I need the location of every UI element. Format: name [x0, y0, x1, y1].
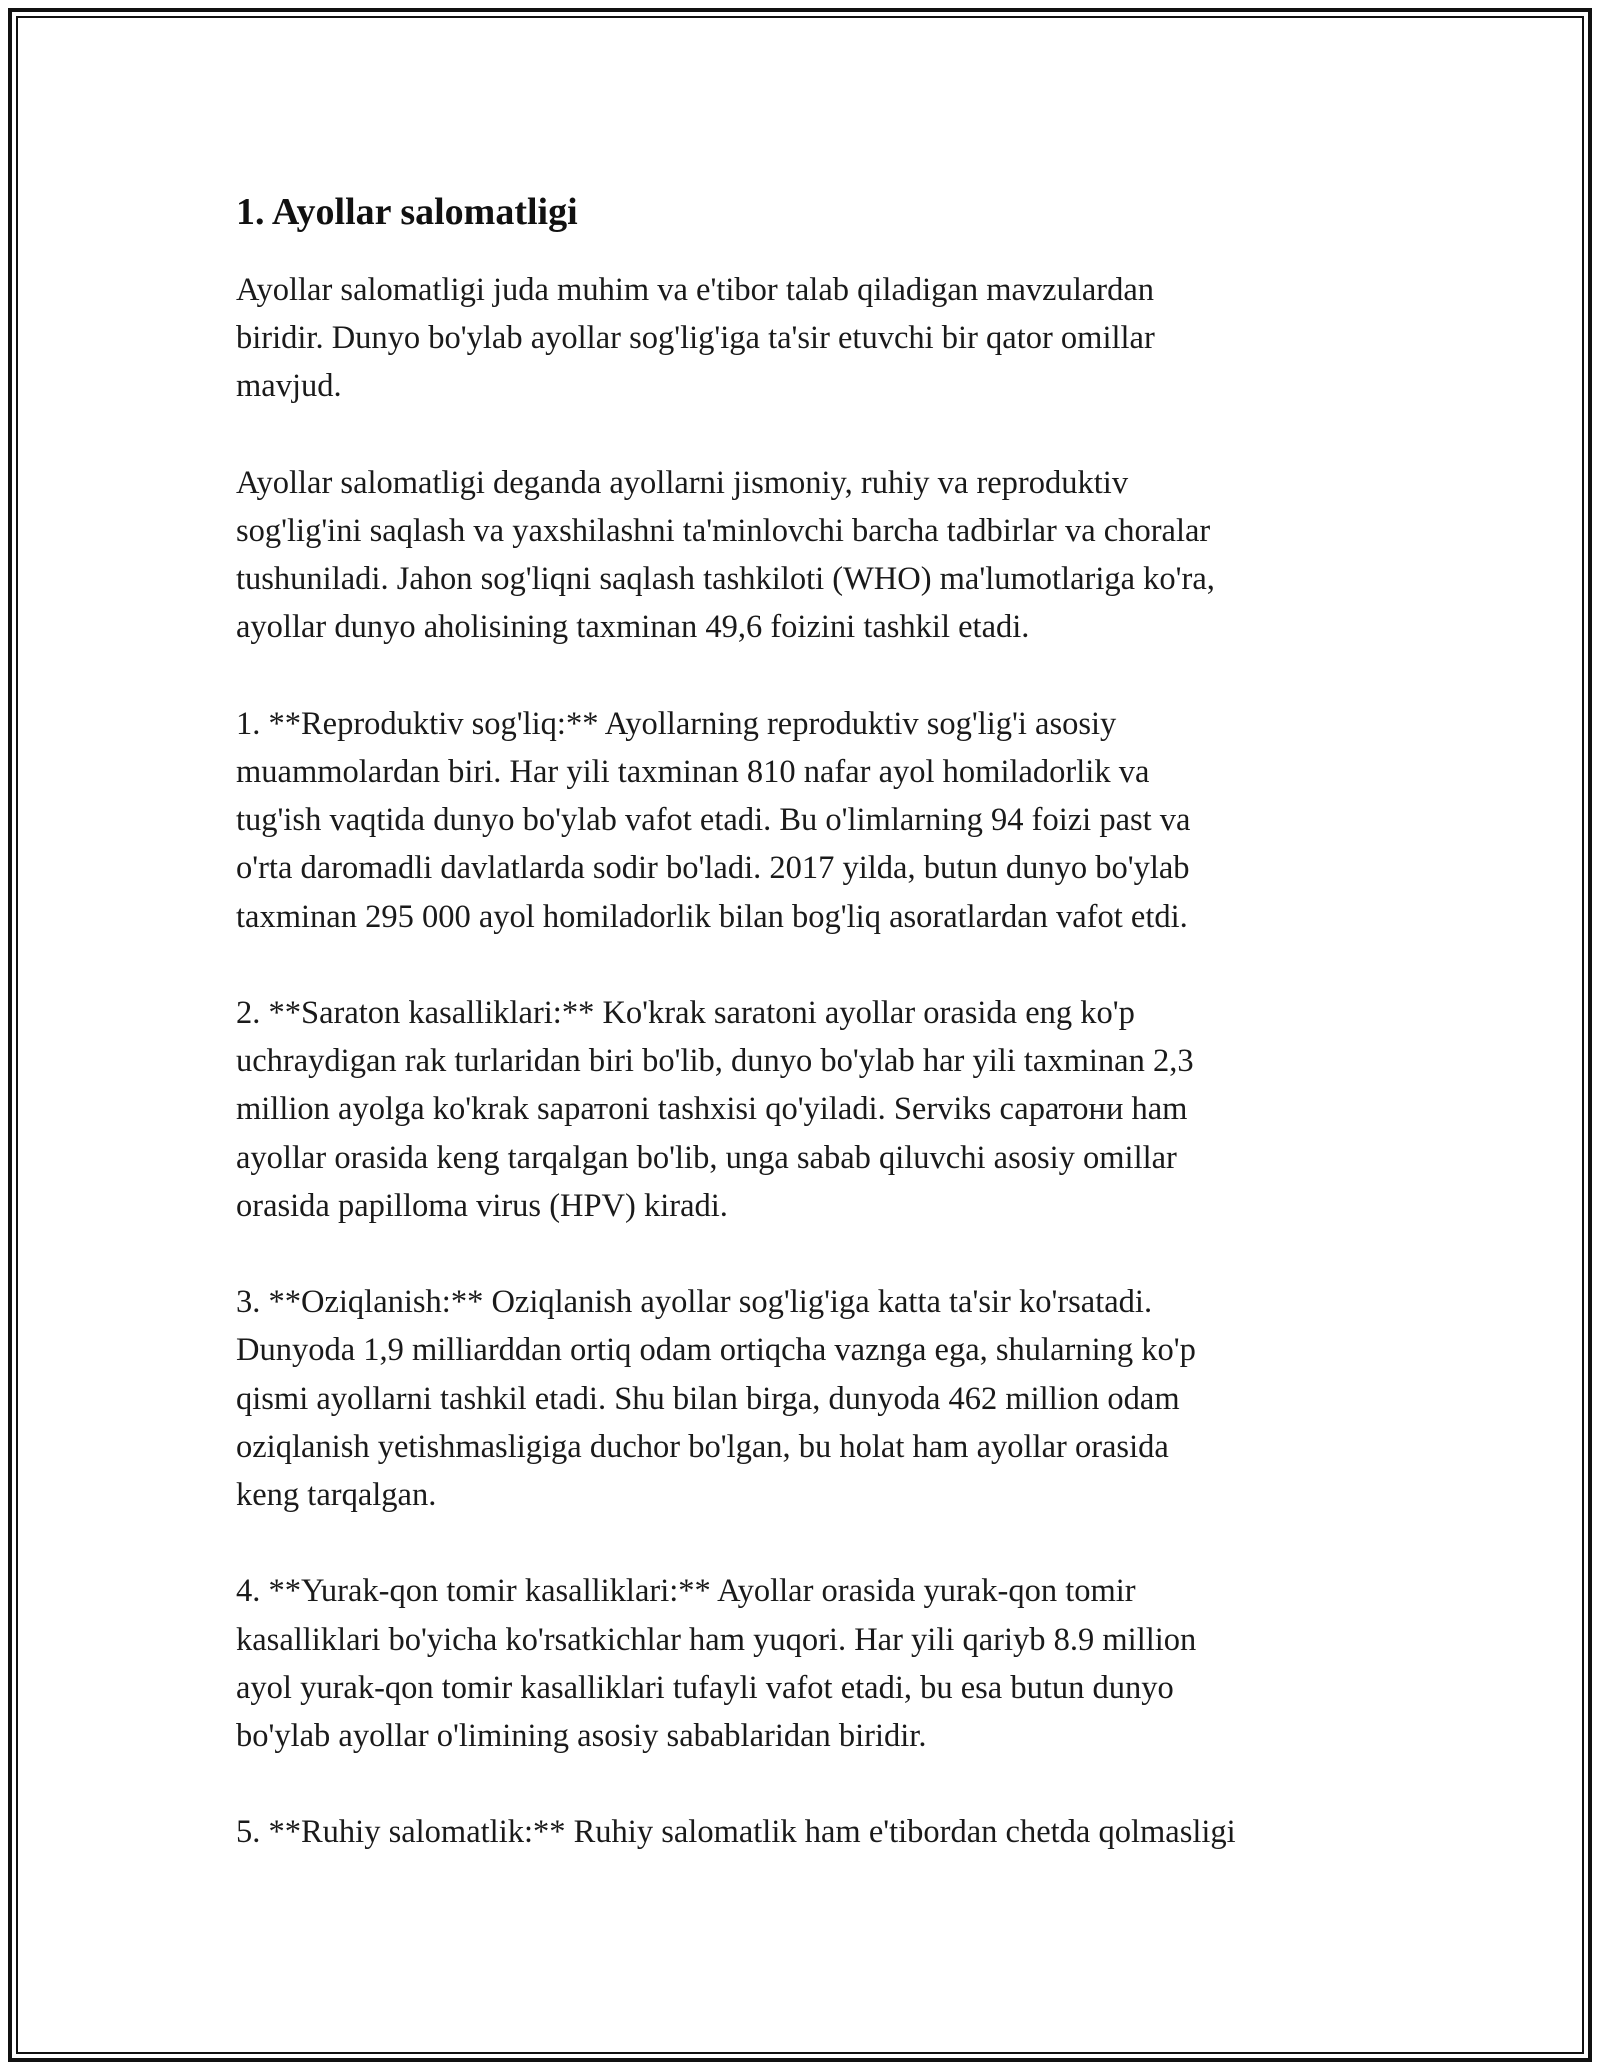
text-line: mavjud.	[236, 368, 342, 405]
paragraph-nutrition	[236, 1278, 1376, 1519]
document-title: 1. Ayollar salomatligi	[236, 191, 578, 233]
text-line: Dunyoda 1,9 milliarddan ortiq odam ortiqcha vaznga ega, shularning ko'p	[236, 1332, 1196, 1369]
text-line: 1. **Reproduktiv sog'liq:** Ayollarning reproduktiv sog'lig'i asosiy	[236, 705, 1117, 742]
text-line: taxminan 295 000 ayol homiladorlik bilan bog'liq asoratlardan vafot etdi.	[236, 898, 1188, 935]
text-line: uchraydigan rak turlaridan biri bo'lib, dunyo bo'ylab har yili taxminan 2,3	[236, 1043, 1194, 1080]
text-line: kasalliklari bo'yicha ko'rsatkichlar ham yuqori. Har yili qariyb 8.9 million	[236, 1621, 1197, 1658]
text-line: tushuniladi. Jahon sog'liqni saqlash tashkiloti (WHO) ma'lumotlariga ko'ra,	[236, 561, 1215, 598]
text-line: ayollar dunyo aholisining taxminan 49,6 foizini tashkil etadi.	[236, 609, 1030, 646]
paragraph-cancer	[236, 989, 1376, 1230]
text-line: ayol yurak-qon tomir kasalliklari tufayli vafot etadi, bu esa butun dunyo	[236, 1669, 1174, 1706]
text-line: sog'lig'ini saqlash va yaxshilashni ta'minlovchi barcha tadbirlar va choralar	[236, 513, 1211, 549]
text-line: 5. **Ruhiy salomatlik:** Ruhiy salomatlik ham e'tibordan chetda qolmasligi	[236, 1814, 1236, 1851]
text-line: oziqlanish yetishmasligiga duchor bo'lgan, bu holat ham ayollar orasida	[236, 1428, 1169, 1465]
text-line: biridir. Dunyo bo'ylab ayollar sog'lig'iga ta'sir etuvchi bir qator omillar	[236, 320, 1155, 357]
text-line: muammolardan biri. Har yili taxminan 810 nafar ayol homiladorlik va	[236, 754, 1150, 790]
text-line: o'rta daromadli davlatlarda sodir bo'ladi. 2017 yilda, butun dunyo bo'ylab	[236, 850, 1190, 887]
text-line: 3. **Oziqlanish:** Oziqlanish ayollar sog'lig'iga katta ta'sir ko'rsatadi.	[236, 1284, 1153, 1321]
paragraph-definition	[236, 459, 1376, 652]
text-line: orasida papilloma virus (HPV) kiradi.	[236, 1187, 728, 1224]
paragraph-intro	[236, 266, 1376, 411]
text-line: ayollar orasida keng tarqalgan bo'lib, unga sabab qiluvchi asosiy omillar	[236, 1139, 1177, 1176]
text-line: qismi ayollarni tashkil etadi. Shu bilan birga, dunyoda 462 million odam	[236, 1380, 1180, 1417]
text-line: tug'ish vaqtida dunyo bo'ylab vafot etadi. Bu o'limlarning 94 foizi past va	[236, 802, 1191, 839]
document-body	[236, 188, 1376, 1905]
text-line: Ayollar salomatligi juda muhim va e'tibor talab qiladigan mavzulardan	[236, 272, 1155, 308]
paragraph-cardiovascular	[236, 1567, 1376, 1760]
text-line: 4. **Yurak-qon tomir kasalliklari:** Ayollar orasida yurak-qon tomir	[236, 1573, 1136, 1610]
text-line: keng tarqalgan.	[236, 1477, 437, 1514]
paragraph-mental-health	[236, 1808, 1376, 1856]
text-line: Ayollar salomatligi deganda ayollarni jismoniy, ruhiy va reproduktiv	[236, 464, 1129, 501]
text-line: bo'ylab ayollar o'limining asosiy sabablaridan biridir.	[236, 1718, 927, 1755]
paragraph-reproductive-health	[236, 700, 1376, 941]
text-line: 2. **Saraton kasalliklari:** Ko'krak saratoni ayollar orasida eng ko'p	[236, 995, 1135, 1031]
text-line: million ayolga ko'krak sapатoni tashxisi qo'yiladi. Serviks саратони ham	[236, 1091, 1188, 1128]
